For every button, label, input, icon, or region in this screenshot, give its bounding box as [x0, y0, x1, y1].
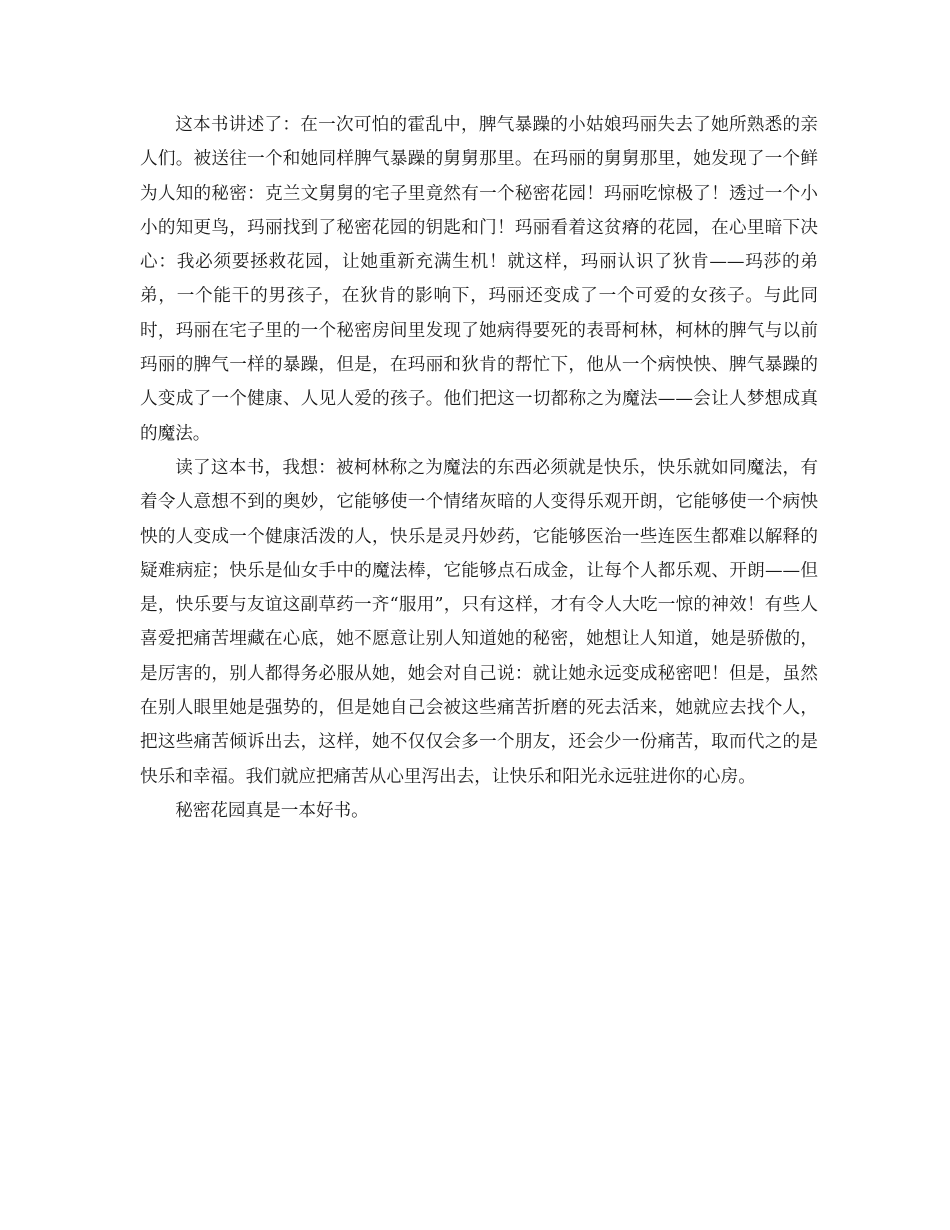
paragraph-conclusion: 秘密花园真是一本好书。: [175, 800, 369, 821]
paragraph-reflection: 读了这本书，我想：被柯林称之为魔法的东西必须就是快乐，快乐就如同魔法，有着令人意想不到的奥妙，它能够使一个情绪灰暗的人变得乐观开朗，它能够使一个病怏怏的人变成一个健康活泼的人，快乐是灵丹妙药，它能够医治一些连医生都难以解释的疑难病症；快乐是仙女手中的魔法棒，它能够点石成金，让每个人都乐观、开朗——但是，快乐要与友谊这副草药一齐“服用”，只有这样，才有令人大吃一惊的神效！有些人喜爱把痛苦埋藏在心底，她不愿意让别人知道她的秘密，她想让人知道，她是骄傲的，是厉害的，别人都得务必服从她，她会对自己说：就让她永远变成秘密吧！但是，虽然在别人眼里她是强势的，但是她自己会被这些痛苦折磨的死去活来，她就应去找个人，把这些痛苦倾诉出去，这样，她不仅仅会多一个朋友，还会少一份痛苦，取而代之的是快乐和幸福。我们就应把痛苦从心里泻出去，让快乐和阳光永远驻进你的心房。: [140, 457, 818, 787]
document-body: [140, 108, 818, 828]
paragraph-summary: 这本书讲述了：在一次可怕的霍乱中，脾气暴躁的小姑娘玛丽失去了她所熟悉的亲人们。被送往一个和她同样脾气暴躁的舅舅那里。在玛丽的舅舅那里，她发现了一个鲜为人知的秘密：克兰文舅舅的宅子里竟然有一个秘密花园！玛丽吃惊极了！透过一个小小的知更鸟，玛丽找到了秘密花园的钥匙和门！玛丽看着这贫瘠的花园，在心里暗下决心：我必须要拯救花园，让她重新充满生机！就这样，玛丽认识了狄肯——玛莎的弟弟，一个能干的男孩子，在狄肯的影响下，玛丽还变成了一个可爱的女孩子。与此同时，玛丽在宅子里的一个秘密房间里发现了她病得要死的表哥柯林，柯林的脾气与以前玛丽的脾气一样的暴躁，但是，在玛丽和狄肯的帮忙下，他从一个病怏怏、脾气暴躁的人变成了一个健康、人见人爱的孩子。他们把这一切都称之为魔法——会让人梦想成真的魔法。: [140, 115, 818, 444]
